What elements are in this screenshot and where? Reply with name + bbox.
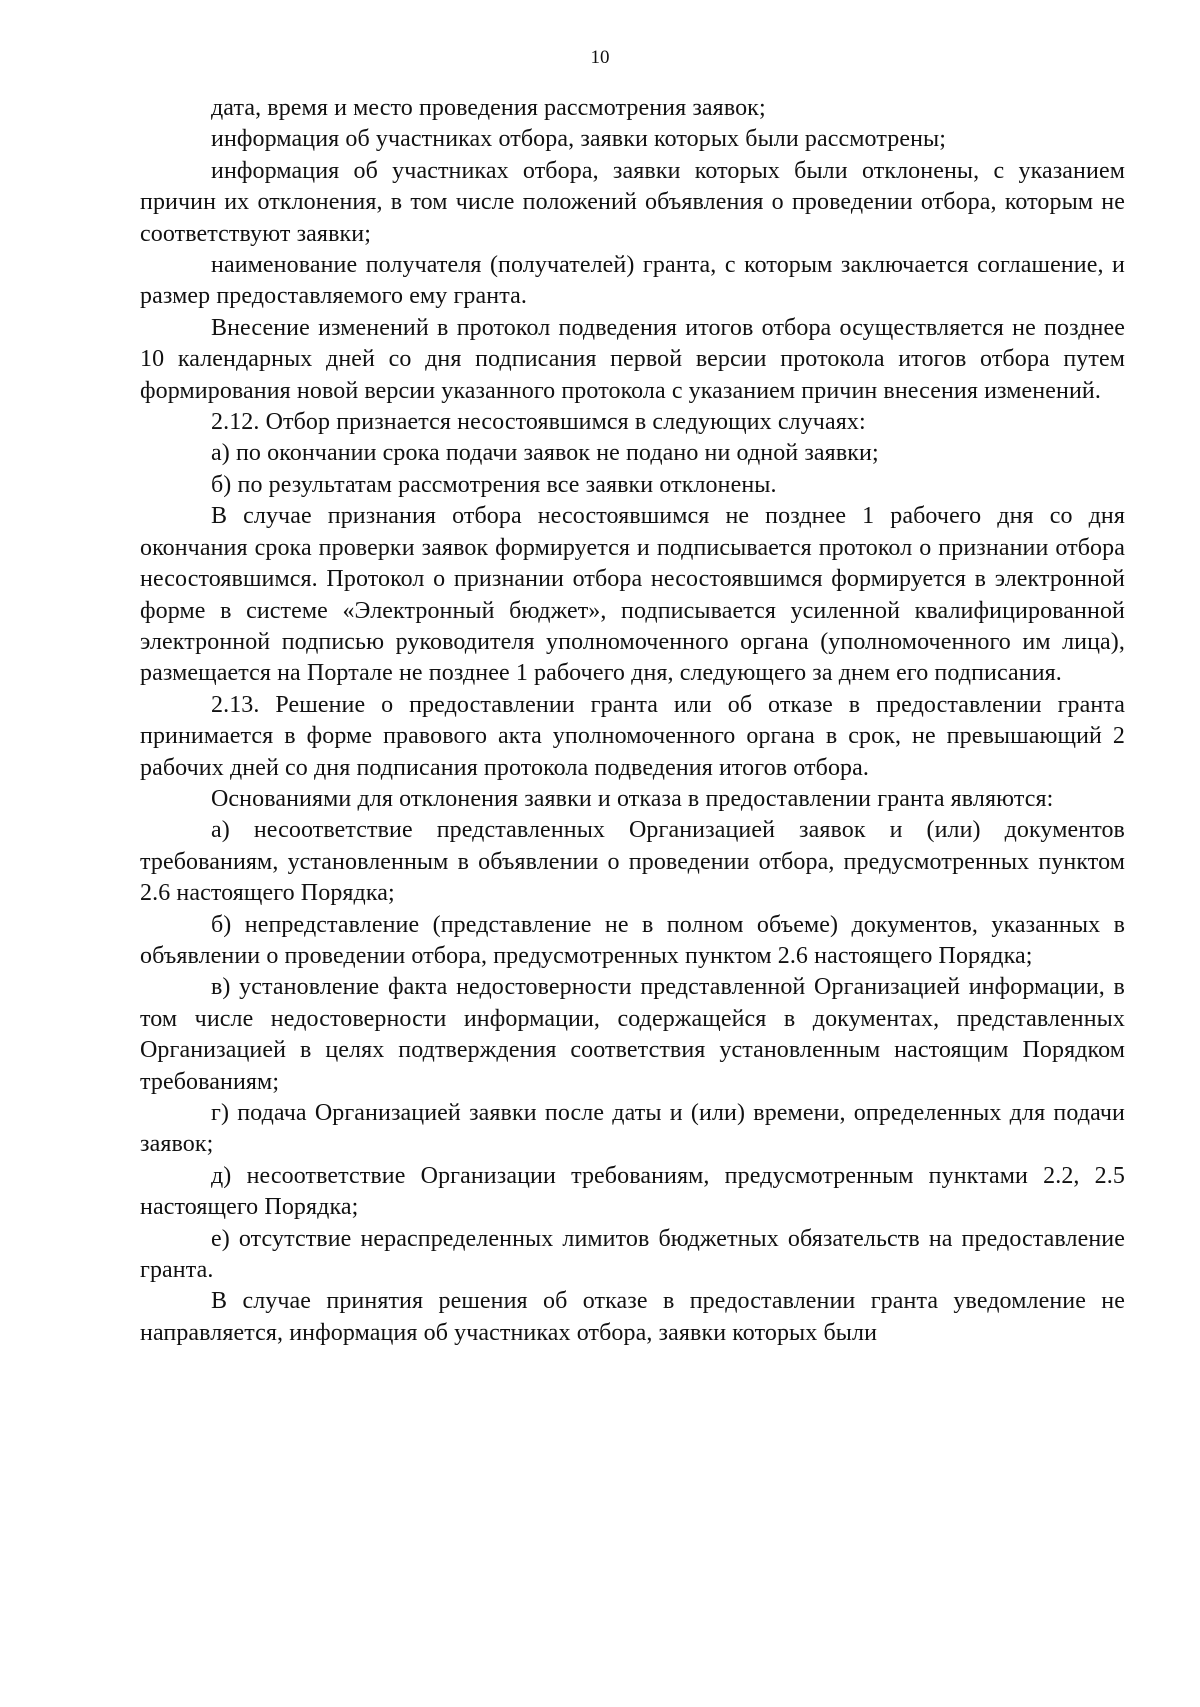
paragraph-ground-b: б) непредставление (представление не в полном объеме) документов, указанных в объявлении о проведении отбора, предусмотренных пунктом 2.6 настоящего Порядка; (140, 911, 1125, 969)
paragraph-clause-2-12: 2.12. Отбор признается несостоявшимся в следующих случаях: (211, 409, 866, 436)
document-body (140, 93, 1125, 1349)
paragraph-case-b-all-rejected: б) по результатам рассмотрения все заявки отклонены. (211, 471, 777, 498)
paragraph-ground-d: д) несоответствие Организации требованиям, предусмотренным пунктами 2.2, 2.5 настоящего Порядка; (140, 1162, 1125, 1221)
paragraph-rejected-participants: информация об участниках отбора, заявки которых были отклонены, с указанием причин их отклонения, в том числе положений объявления о проведении отбора, которым не соответствуют заявки; (140, 157, 1125, 247)
paragraph-ground-a: а) несоответствие представленных Организацией заявок и (или) документов требованиям, установленным в объявлении о проведении отбора, предусмотренных пунктом 2.6 настоящего Порядка; (140, 817, 1125, 907)
paragraph-ground-v: в) установление факта недостоверности представленной Организацией информации, в том числе недостоверности информации, содержащейся в документах, представленных Организацией в целях подтверждения соответствия установленным настоящим Порядком требованиям; (140, 974, 1125, 1095)
paragraph-rejection-grounds: Основаниями для отклонения заявки и отказа в предоставлении гранта являются: (211, 785, 1054, 812)
paragraph-protocol-changes: Внесение изменений в протокол подведения итогов отбора осуществляется не позднее 10 календарных дней со дня подписания первой версии протокола итогов отбора путем формирования новой версии указанного протокола с указанием причин внесения изменений. (140, 314, 1125, 404)
paragraph-refusal-notice: В случае принятия решения об отказе в предоставлении гранта уведомление не направляется, информация об участниках отбора, заявки которых были (140, 1288, 1125, 1346)
paragraph-ground-e: е) отсутствие нераспределенных лимитов бюджетных обязательств на предоставление гранта. (140, 1225, 1125, 1284)
paragraph-grant-recipient: наименование получателя (получателей) гранта, с которым заключается соглашение, и размер предоставляемого ему гранта. (140, 252, 1125, 310)
page-number: 10 (590, 47, 610, 68)
paragraph-clause-2-13: 2.13. Решение о предоставлении гранта или об отказе в предоставлении гранта принимается в форме правового акта уполномоченного органа в срок, не превышающий 2 рабочих дней со дня подписания протокола подведения итогов отбора. (140, 691, 1125, 781)
paragraph-review-date: дата, время и место проведения рассмотрения заявок; (211, 95, 766, 121)
paragraph-failed-selection-protocol: В случае признания отбора несостоявшимся не позднее 1 рабочего дня со дня окончания срока проверки заявок формируется и подписывается протокол о признании отбора несостоявшимся. Протокол о признании отбора несостоявшимся формируется в электронной форме в системе «Электронный бюджет», подписывается усиленной квалифицированной электронной подписью руководителя уполномоченного органа (уполномоченного им лица), размещается на Портале не позднее 1 рабочего дня, следующего за днем его подписания. (140, 503, 1125, 687)
paragraph-ground-g: г) подача Организацией заявки после даты и (или) времени, определенных для подачи заявок; (140, 1100, 1125, 1158)
paragraph-reviewed-participants: информация об участниках отбора, заявки которых были рассмотрены; (211, 126, 947, 153)
paragraph-case-a-no-applications: а) по окончании срока подачи заявок не подано ни одной заявки; (211, 440, 879, 467)
